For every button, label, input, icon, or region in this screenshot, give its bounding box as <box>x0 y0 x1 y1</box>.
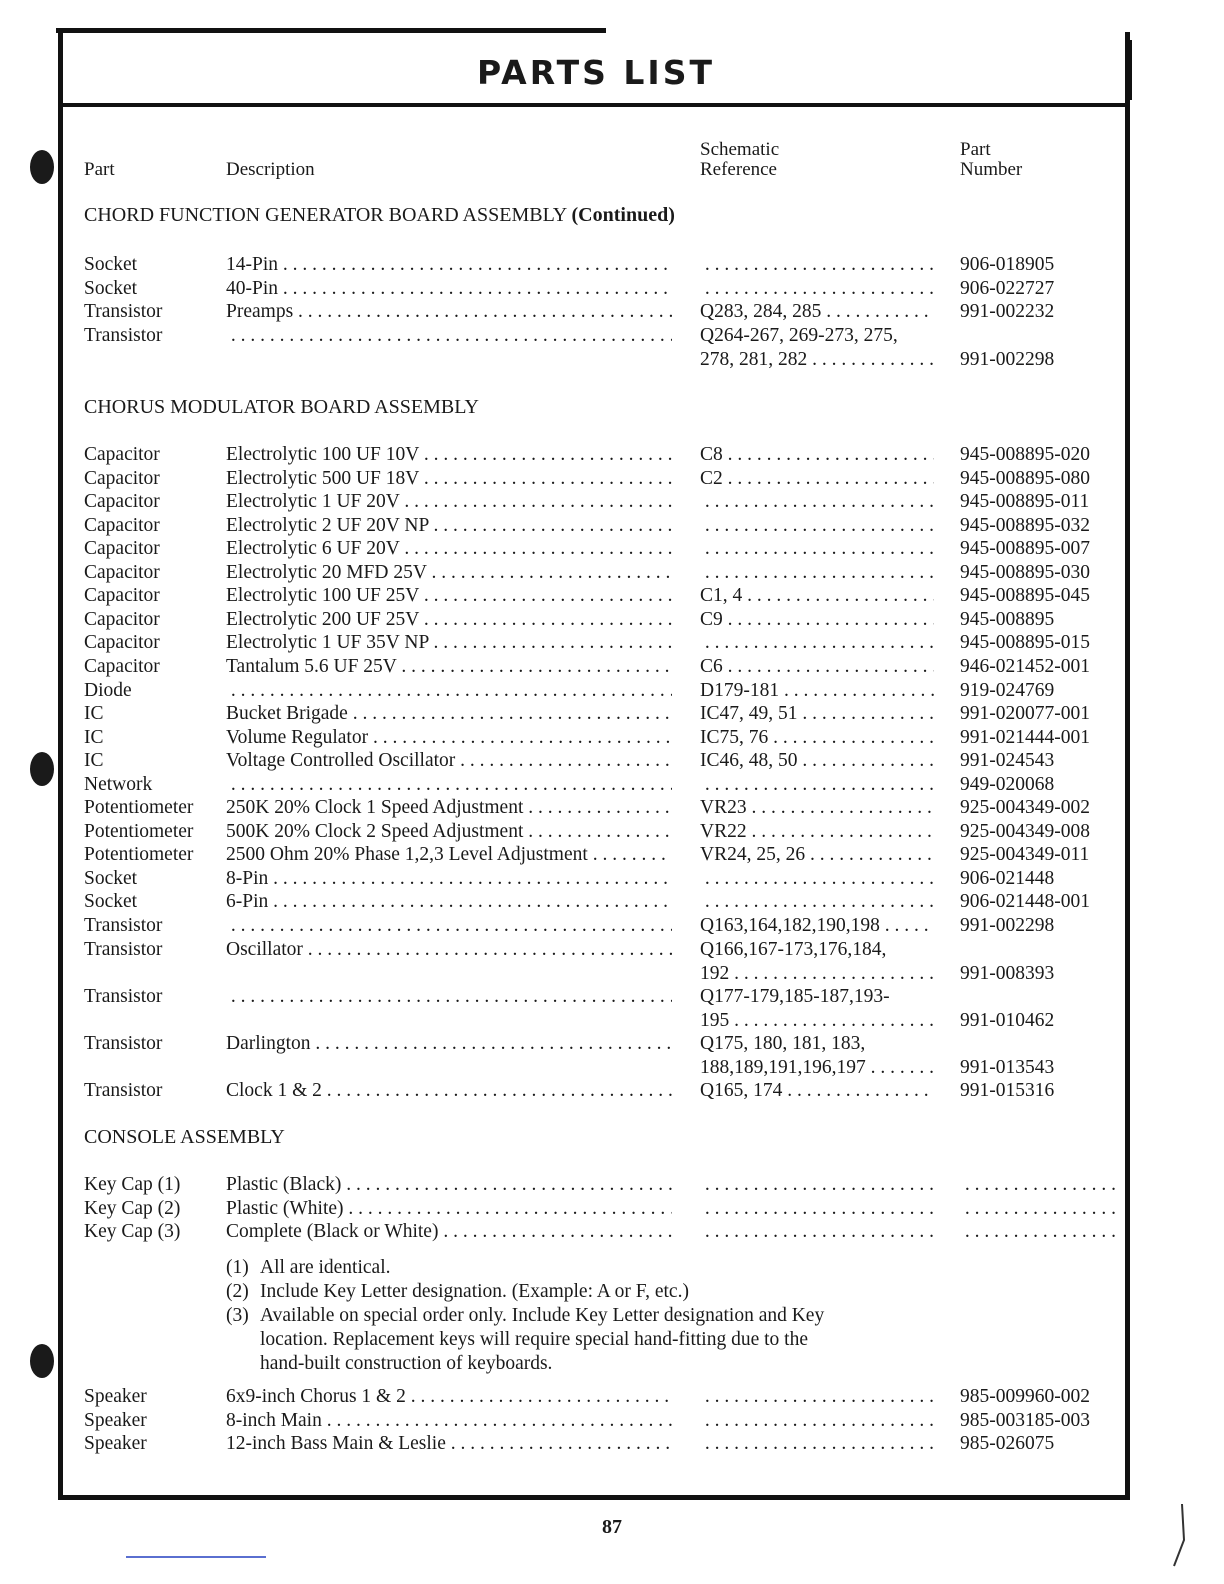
part-cell: Socket <box>84 867 138 889</box>
part-cell: Transistor <box>84 1032 163 1054</box>
table-row <box>84 727 1124 751</box>
description-cell: 14-Pin . . . <box>226 254 672 276</box>
part-cell: Potentiometer <box>84 844 194 866</box>
part-number-cell <box>960 1221 1120 1243</box>
table-row <box>84 656 1124 680</box>
part-cell: Transistor <box>84 915 163 936</box>
schematic-ref-cell: Q163,164,182,190,198 . . . <box>700 915 934 937</box>
part-number-cell: 919-024769 <box>960 679 1055 701</box>
section-title-text: CHORUS MODULATOR BOARD ASSEMBLY <box>84 396 479 418</box>
description-cell: Plastic (Black) . . . <box>226 1174 672 1196</box>
description-cell <box>226 774 672 796</box>
part-cell: Transistor <box>84 985 163 1007</box>
part-number-cell <box>960 1198 1120 1220</box>
schematic-ref-cell <box>700 1221 934 1243</box>
table-row <box>84 774 1124 798</box>
part-number-cell: 991-024543 <box>960 750 1055 772</box>
table-row <box>84 632 1124 656</box>
part-cell: Transistor <box>84 324 163 346</box>
part-cell: Capacitor <box>84 632 160 654</box>
table-row <box>84 821 1124 845</box>
table-row <box>84 1410 1124 1434</box>
table-row <box>84 1433 1124 1457</box>
schematic-ref-cell <box>700 1174 934 1196</box>
part-cell: Capacitor <box>84 514 160 536</box>
description-cell: Preamps . . . <box>226 301 672 323</box>
part-number-cell: 949-020068 <box>960 773 1055 795</box>
footnote-continuation: location. Replacement keys will require special hand-fitting due to the <box>260 1329 808 1350</box>
part-number-cell: 991-020077-001 <box>960 703 1090 725</box>
schematic-ref-cell: Q165, 174 . . . <box>700 1080 934 1102</box>
margin-pen-mark-icon <box>1168 1500 1188 1570</box>
table-row <box>84 750 1124 774</box>
footnote-text: Include Key Letter designation. (Example: A or F, etc.) <box>260 1281 689 1302</box>
table-row <box>84 301 1124 325</box>
table-row <box>84 324 1124 370</box>
part-number-cell: 945-008895-030 <box>960 561 1090 583</box>
description-cell <box>226 680 672 702</box>
schematic-ref-cell <box>700 891 934 913</box>
part-cell: Capacitor <box>84 491 160 513</box>
schematic-ref-cell: C2 . . . <box>700 468 934 490</box>
part-number-cell: 925-004349-002 <box>960 797 1090 819</box>
table-row <box>84 1080 1124 1104</box>
part-number-cell: 945-008895-007 <box>960 538 1090 560</box>
footnote-text: All are identical. <box>260 1257 391 1278</box>
header-part: Part <box>84 159 115 180</box>
table-row <box>84 278 1124 302</box>
page-title: PARTS LIST <box>477 53 715 92</box>
section-title-text: CHORD FUNCTION GENERATOR BOARD ASSEMBLY <box>84 204 567 226</box>
section-title-text: CONSOLE ASSEMBLY <box>84 1126 285 1148</box>
section-title-suffix: (Continued) <box>571 204 675 226</box>
description-cell: Clock 1 & 2 . . . <box>226 1080 672 1102</box>
part-number-cell: 945-008895-011 <box>960 491 1090 513</box>
schematic-ref-cont-cell: 195 . . . <box>700 1010 934 1032</box>
part-cell: Socket <box>84 277 138 299</box>
schematic-ref-cell <box>700 1198 934 1220</box>
part-number-cell: 991-002232 <box>960 301 1055 323</box>
description-cell: 6-Pin . . . <box>226 891 672 913</box>
footnote-number: (3) <box>226 1305 249 1326</box>
schematic-ref-cell: IC75, 76 . . . <box>700 727 934 749</box>
table-row <box>84 468 1124 492</box>
table-row <box>84 1221 1124 1245</box>
description-cell: 8-Pin . . . <box>226 868 672 890</box>
footnote-text: Available on special order only. Include Key Letter designation and Key <box>260 1305 825 1326</box>
table-row <box>84 1032 1124 1078</box>
schematic-ref-cell <box>700 774 934 796</box>
description-cell: 6x9-inch Chorus 1 & 2 . . . <box>226 1386 672 1408</box>
part-number-cell: 906-021448-001 <box>960 891 1090 913</box>
part-number-cell: 991-015316 <box>960 1079 1055 1101</box>
footnote-continuation: hand-built construction of keyboards. <box>260 1353 553 1374</box>
part-cell: Socket <box>84 891 138 913</box>
part-number-cell: 985-026075 <box>960 1433 1055 1454</box>
part-cell: Transistor <box>84 938 163 960</box>
section-title <box>84 1126 285 1149</box>
table-row <box>84 703 1124 727</box>
header-description: Description <box>226 159 315 180</box>
description-cell: Tantalum 5.6 UF 25V . . . <box>226 656 672 678</box>
schematic-ref-cell <box>700 632 934 654</box>
part-number-cell <box>960 1174 1120 1196</box>
description-cell: 12-inch Bass Main & Leslie . . . <box>226 1433 672 1455</box>
part-number-cell: 945-008895-020 <box>960 444 1090 465</box>
part-number-cell: 945-008895-032 <box>960 514 1090 536</box>
schematic-ref-cell: IC46, 48, 50 . . . <box>700 750 934 772</box>
description-cell <box>226 915 672 937</box>
description-cell: Bucket Brigade . . . <box>226 703 672 725</box>
schematic-ref-cont-cell: 188,189,191,196,197 . . . <box>700 1057 934 1079</box>
description-cell: Electrolytic 2 UF 20V NP . . . <box>226 515 672 537</box>
part-cell: Capacitor <box>84 444 160 465</box>
table-row <box>84 491 1124 515</box>
part-number-cell: 991-013543 <box>960 1056 1055 1078</box>
part-cell: Transistor <box>84 1079 163 1101</box>
part-number-cell: 991-002298 <box>960 915 1055 936</box>
schematic-ref-cell: VR24, 25, 26 . . . <box>700 844 934 866</box>
table-row <box>84 254 1124 278</box>
part-cell: Transistor <box>84 301 163 323</box>
part-cell: Capacitor <box>84 538 160 560</box>
schematic-ref-cell: VR23 . . . <box>700 797 934 819</box>
part-number-cell: 985-003185-003 <box>960 1409 1090 1431</box>
part-cell: Potentiometer <box>84 797 194 819</box>
part-cell: IC <box>84 726 104 748</box>
table-row <box>84 444 1124 468</box>
description-cell: Complete (Black or White) . . . <box>226 1221 672 1243</box>
description-cell: Electrolytic 100 UF 25V . . . <box>226 585 672 607</box>
table-row <box>84 891 1124 915</box>
part-cell: IC <box>84 703 104 725</box>
description-cell: Plastic (White) . . . <box>226 1198 672 1220</box>
table-row <box>84 1198 1124 1222</box>
table-row <box>84 797 1124 821</box>
schematic-ref-cell: C6 . . . <box>700 656 934 678</box>
description-cell <box>226 325 672 347</box>
part-cell: Key Cap (1) <box>84 1174 181 1195</box>
part-cell: Key Cap (2) <box>84 1197 181 1219</box>
part-number-cell: 925-004349-011 <box>960 844 1090 866</box>
description-cell: Darlington . . . <box>226 1033 672 1055</box>
schematic-ref-cell <box>700 1410 934 1432</box>
part-number-cell: 985-009960-002 <box>960 1386 1090 1407</box>
description-cell: 2500 Ohm 20% Phase 1,2,3 Level Adjustment . . . <box>226 844 672 866</box>
header-part-number: Part Number <box>960 139 1023 180</box>
table-row <box>84 915 1124 939</box>
part-number-cell: 906-021448 <box>960 867 1055 889</box>
part-cell: Diode <box>84 679 132 701</box>
part-number-cell: 945-008895-015 <box>960 632 1090 654</box>
section-title <box>84 396 479 419</box>
part-number-cell: 945-008895 <box>960 608 1055 630</box>
table-row <box>84 680 1124 704</box>
part-number-cell: 945-008895-080 <box>960 467 1090 489</box>
part-number-cell: 906-018905 <box>960 254 1055 275</box>
description-cell: Electrolytic 200 UF 25V . . . <box>226 609 672 631</box>
footnote <box>226 1256 966 1280</box>
part-number-cell: 945-008895-045 <box>960 585 1090 607</box>
table-row <box>84 609 1124 633</box>
description-cell: Volume Regulator . . . <box>226 727 672 749</box>
description-cell: Electrolytic 500 UF 18V . . . <box>226 468 672 490</box>
table-row <box>84 515 1124 539</box>
schematic-ref-cell <box>700 491 934 513</box>
table-row <box>84 985 1124 1031</box>
part-cell: Key Cap (3) <box>84 1221 181 1243</box>
part-cell: Socket <box>84 254 138 275</box>
part-cell: Capacitor <box>84 561 160 583</box>
page-number: 87 <box>602 1516 622 1538</box>
footnote-number: (1) <box>226 1257 249 1278</box>
part-cell: Capacitor <box>84 655 160 677</box>
schematic-ref-cell: Q175, 180, 181, 183, <box>700 1032 866 1054</box>
part-number-cell: 991-008393 <box>960 962 1055 984</box>
part-cell: Network <box>84 773 153 795</box>
description-cell: Voltage Controlled Oscillator . . . <box>226 750 672 772</box>
part-number-cell: 991-021444-001 <box>960 726 1090 748</box>
table-row <box>84 538 1124 562</box>
part-number-cell: 991-010462 <box>960 1009 1055 1031</box>
schematic-ref-cont-cell: 278, 281, 282 . . . <box>700 349 934 371</box>
part-number-cell: 991-002298 <box>960 348 1055 370</box>
schematic-ref-cell <box>700 562 934 584</box>
table-row <box>84 844 1124 868</box>
schematic-ref-cell <box>700 1386 934 1408</box>
schematic-ref-cell <box>700 515 934 537</box>
description-cell: 250K 20% Clock 1 Speed Adjustment . . . <box>226 797 672 819</box>
table-row <box>84 1386 1124 1410</box>
part-cell: Speaker <box>84 1409 147 1431</box>
part-cell: Capacitor <box>84 467 160 489</box>
part-cell: IC <box>84 750 104 772</box>
header-schematic-reference: Schematic Reference <box>700 139 780 180</box>
description-cell: Electrolytic 20 MFD 25V . . . <box>226 562 672 584</box>
table-row <box>84 1174 1124 1198</box>
schematic-ref-cell: C9 . . . <box>700 609 934 631</box>
description-cell: Electrolytic 6 UF 20V . . . <box>226 538 672 560</box>
footnote <box>226 1352 966 1376</box>
part-number-cell: 906-022727 <box>960 277 1055 299</box>
title-band <box>63 33 1129 107</box>
schematic-ref-cell: D179-181 . . . <box>700 680 934 702</box>
description-cell: Electrolytic 1 UF 35V NP . . . <box>226 632 672 654</box>
table-row <box>84 585 1124 609</box>
description-cell: Electrolytic 1 UF 20V . . . <box>226 491 672 513</box>
part-cell: Capacitor <box>84 608 160 630</box>
description-cell: 8-inch Main . . . <box>226 1410 672 1432</box>
schematic-ref-cell <box>700 278 934 300</box>
schematic-ref-cell: C8 . . . <box>700 444 934 466</box>
schematic-ref-cell <box>700 868 934 890</box>
footnote <box>226 1304 966 1352</box>
footer-link-line <box>126 1556 266 1558</box>
schematic-ref-cell: IC47, 49, 51 . . . <box>700 703 934 725</box>
binder-hole-icon <box>30 752 54 786</box>
part-number-cell: 925-004349-008 <box>960 820 1090 842</box>
binder-hole-icon <box>30 150 54 184</box>
schematic-ref-cell: Q283, 284, 285 . . . <box>700 301 934 323</box>
schematic-ref-cell: Q177-179,185-187,193- <box>700 985 890 1007</box>
part-cell: Potentiometer <box>84 820 194 842</box>
footnote-number: (2) <box>226 1281 249 1302</box>
schematic-ref-cell: C1, 4 . . . <box>700 585 934 607</box>
part-number-cell: 946-021452-001 <box>960 655 1090 677</box>
binder-hole-icon <box>30 1344 54 1378</box>
schematic-ref-cell: VR22 . . . <box>700 821 934 843</box>
schematic-ref-cell <box>700 1433 934 1455</box>
part-cell: Capacitor <box>84 585 160 607</box>
schematic-ref-cell <box>700 254 934 276</box>
schematic-ref-cell <box>700 538 934 560</box>
table-row <box>84 938 1124 984</box>
table-row <box>84 868 1124 892</box>
schematic-ref-cont-cell: 192 . . . <box>700 963 934 985</box>
footnote <box>226 1280 966 1304</box>
schematic-ref-cell: Q264-267, 269-273, 275, <box>700 324 898 346</box>
table-row <box>84 562 1124 586</box>
section-title <box>84 204 675 227</box>
description-cell: Electrolytic 100 UF 10V . . . <box>226 444 672 466</box>
description-cell <box>226 986 672 1008</box>
description-cell: 500K 20% Clock 2 Speed Adjustment . . . <box>226 821 672 843</box>
schematic-ref-cell: Q166,167-173,176,184, <box>700 938 887 960</box>
part-cell: Speaker <box>84 1386 147 1407</box>
part-cell: Speaker <box>84 1433 147 1454</box>
description-cell: Oscillator . . . <box>226 939 672 961</box>
description-cell: 40-Pin . . . <box>226 278 672 300</box>
